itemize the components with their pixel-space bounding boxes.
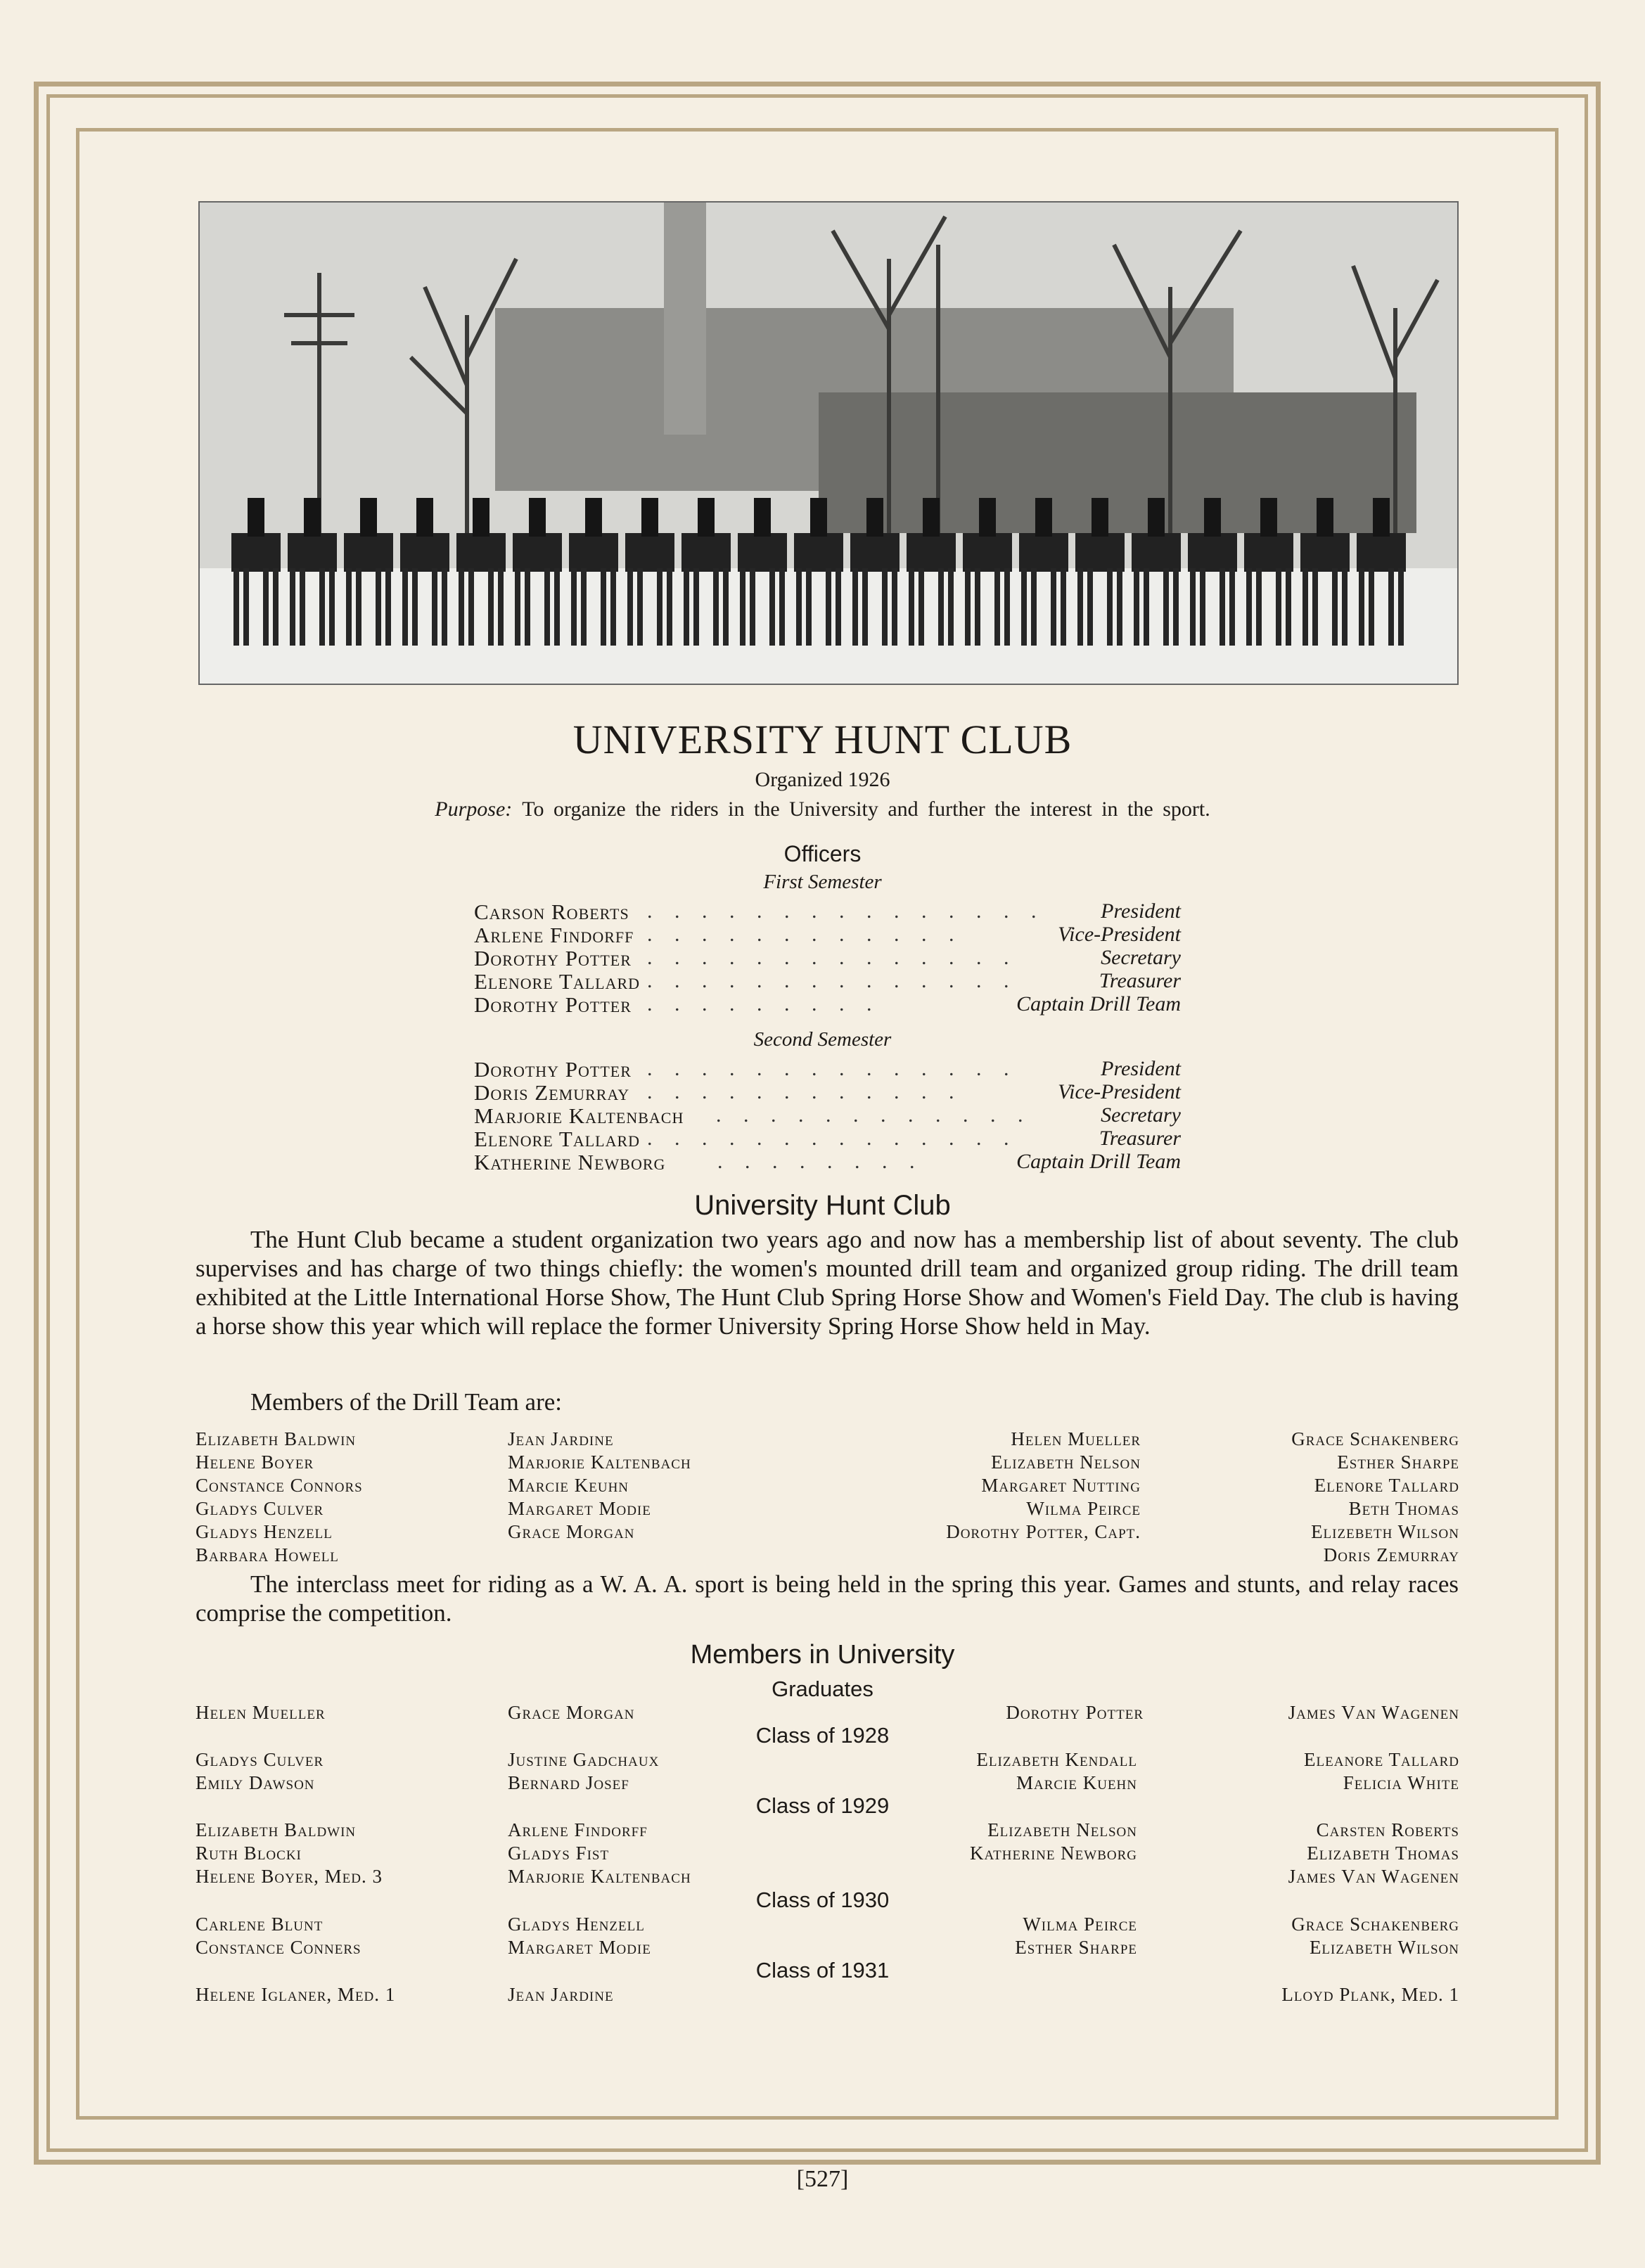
member-name: Esther Sharpe	[1015, 1937, 1137, 1958]
members-col-2	[508, 1913, 651, 1959]
members-col-2	[508, 1819, 691, 1888]
leader-dots: . . . . . . . . . . . . . .	[647, 1057, 1018, 1080]
horse-leg	[1134, 568, 1139, 646]
horse-leg	[975, 568, 980, 646]
rider-silhouette	[1148, 498, 1165, 537]
leader-dots: . . . . . . . . . . . . . .	[647, 946, 1018, 969]
horse-leg	[571, 568, 577, 646]
member-name: Jean Jardine	[508, 1428, 614, 1449]
member-name: Gladys Culver	[196, 1498, 324, 1519]
group-label: Class of 1931	[755, 1958, 890, 1982]
group-photo	[198, 201, 1459, 685]
horse-leg	[376, 568, 381, 646]
member-name: Marjorie Kaltenbach	[508, 1452, 691, 1473]
description-paragraph	[196, 1225, 1459, 1340]
member-name: Lloyd Plank, Med. 1	[1281, 1984, 1459, 2005]
rider-silhouette	[248, 498, 264, 537]
member-name: Helene Boyer	[196, 1452, 314, 1473]
horse-leg	[1061, 568, 1066, 646]
horse-leg	[1312, 568, 1318, 646]
members-col-3	[970, 1819, 1137, 1865]
member-name: Wilma Peirce	[1026, 1498, 1141, 1519]
horse-leg	[442, 568, 447, 646]
horse-leg	[918, 568, 924, 646]
member-name: Grace Morgan	[508, 1521, 635, 1542]
page-number: [527]	[796, 2166, 849, 2192]
horse-leg	[637, 568, 643, 646]
officer-title: President	[1101, 899, 1181, 923]
member-name: James Van Wagenen	[1288, 1866, 1459, 1887]
horse-leg	[601, 568, 606, 646]
members-col-3	[1015, 1913, 1137, 1959]
member-name: Helene Iglaner, Med. 1	[196, 1984, 396, 2005]
rider-silhouette	[473, 498, 489, 537]
horse-leg	[329, 568, 335, 646]
horse-leg	[581, 568, 587, 646]
horse-silhouette	[907, 533, 956, 572]
horse-leg	[740, 568, 745, 646]
drill-team-heading: Members of the Drill Team are:	[250, 1388, 563, 1416]
horse-leg	[862, 568, 868, 646]
horse-leg	[610, 568, 616, 646]
horse-silhouette	[400, 533, 449, 572]
officer-name: Marjorie Kaltenbach	[474, 1103, 684, 1128]
member-name: Elizebeth Wilson	[1311, 1521, 1459, 1542]
member-name: Emily Dawson	[196, 1772, 315, 1793]
horse-leg	[852, 568, 858, 646]
rider-silhouette	[754, 498, 771, 537]
drill-team-col-1	[196, 1428, 363, 1567]
member-name: James Van Wagenen	[1288, 1702, 1459, 1723]
member-name: Esther Sharpe	[1337, 1452, 1459, 1473]
officer-name: Arlene Findorff	[474, 923, 634, 947]
members-col-2	[508, 1701, 635, 1724]
organized-date: Organized 1926	[755, 768, 890, 791]
horse-leg	[1087, 568, 1093, 646]
horse-leg	[544, 568, 550, 646]
horse-leg	[1256, 568, 1262, 646]
member-name: Elizabeth Baldwin	[196, 1819, 357, 1840]
horse-leg	[1302, 568, 1308, 646]
officer-name: Carson Roberts	[474, 899, 629, 924]
horse-silhouette	[738, 533, 787, 572]
horse-silhouette	[231, 533, 281, 572]
horse-leg	[263, 568, 269, 646]
officer-name: Elenore Tallard	[474, 1127, 641, 1151]
leader-dots: . . . . . . . . . . . . . .	[647, 969, 1018, 992]
members-col-4	[1291, 1913, 1459, 1959]
horse-leg	[498, 568, 504, 646]
member-name: Grace Schakenberg	[1291, 1428, 1459, 1449]
horse-leg	[525, 568, 530, 646]
horse-leg	[667, 568, 672, 646]
member-name: Arlene Findorff	[508, 1819, 648, 1840]
horse-leg	[273, 568, 279, 646]
officer-name: Dorothy Potter	[474, 1057, 632, 1082]
member-name: Justine Gadchaux	[508, 1749, 660, 1770]
member-name: Gladys Henzell	[508, 1914, 645, 1935]
officer-name: Katherine Newborg	[474, 1150, 666, 1174]
horse-leg	[713, 568, 719, 646]
drill-team-col-2	[508, 1428, 691, 1544]
member-name: Dorothy Potter, Capt.	[946, 1521, 1141, 1542]
horse-leg	[965, 568, 971, 646]
horse-leg	[1286, 568, 1291, 646]
horse-leg	[554, 568, 560, 646]
member-name: Carsten Roberts	[1316, 1819, 1459, 1840]
rider-silhouette	[304, 498, 321, 537]
member-name: Jean Jardine	[508, 1984, 614, 2005]
member-name: Barbara Howell	[196, 1544, 339, 1565]
group-label: Class of 1929	[755, 1793, 890, 1818]
members-col-4	[1288, 1701, 1459, 1724]
horse-leg	[459, 568, 464, 646]
rider-silhouette	[360, 498, 377, 537]
rider-silhouette	[529, 498, 546, 537]
horse-leg	[1144, 568, 1149, 646]
horse-leg	[346, 568, 352, 646]
horse-silhouette	[1075, 533, 1125, 572]
horse-leg	[1359, 568, 1364, 646]
horse-leg	[723, 568, 729, 646]
rider-silhouette	[1035, 498, 1052, 537]
horse-leg	[693, 568, 699, 646]
horse-leg	[1229, 568, 1235, 646]
member-name: Margaret Modie	[508, 1937, 651, 1958]
officer-title: Vice-President	[1058, 1080, 1181, 1103]
horse-silhouette	[1132, 533, 1181, 572]
officer-title: Treasurer	[1099, 1127, 1181, 1150]
rider-silhouette	[979, 498, 996, 537]
horse-leg	[1332, 568, 1338, 646]
horse-silhouette	[963, 533, 1012, 572]
horse-leg	[1021, 568, 1027, 646]
horse-leg	[892, 568, 897, 646]
horse-leg	[1051, 568, 1056, 646]
members-col-2	[508, 1748, 659, 1795]
horse-leg	[412, 568, 418, 646]
officer-title: Secretary	[1101, 946, 1181, 969]
member-name: Helene Boyer, Med. 3	[196, 1866, 383, 1887]
horse-leg	[290, 568, 295, 646]
member-name: Elizabeth Nelson	[991, 1452, 1141, 1473]
horse-silhouette	[1300, 533, 1350, 572]
horse-leg	[319, 568, 325, 646]
rider-silhouette	[1317, 498, 1333, 537]
horse-leg	[779, 568, 785, 646]
horse-leg	[356, 568, 361, 646]
purpose-line	[0, 797, 1645, 821]
interclass-paragraph	[196, 1570, 1459, 1627]
horse-leg	[1173, 568, 1179, 646]
members-col-3	[976, 1748, 1137, 1795]
horse-leg	[1369, 568, 1374, 646]
horse-leg	[243, 568, 249, 646]
officers-heading: Officers	[783, 841, 862, 866]
member-name: Bernard Josef	[508, 1772, 629, 1793]
members-col-1	[196, 1748, 324, 1795]
horse-leg	[882, 568, 888, 646]
horse-silhouette	[513, 533, 562, 572]
rider-silhouette	[1092, 498, 1108, 537]
member-name: Constance Conners	[196, 1937, 361, 1958]
member-name: Margaret Nutting	[981, 1475, 1141, 1496]
horse-leg	[657, 568, 663, 646]
horse-silhouette	[1357, 533, 1406, 572]
purpose-label: Purpose:	[435, 797, 513, 821]
horse-silhouette	[850, 533, 900, 572]
horse-leg	[684, 568, 689, 646]
officer-title: Treasurer	[1099, 969, 1181, 992]
horse-leg	[948, 568, 954, 646]
rider-silhouette	[1373, 498, 1390, 537]
member-name: Eleanore Tallard	[1304, 1749, 1459, 1770]
leader-dots: . . . . . . . .	[717, 1150, 923, 1173]
horse-leg	[826, 568, 831, 646]
member-name: Elizabeth Wilson	[1309, 1937, 1459, 1958]
member-name: Katherine Newborg	[970, 1843, 1137, 1864]
rider-silhouette	[1204, 498, 1221, 537]
horse-silhouette	[456, 533, 506, 572]
member-name: Gladys Fist	[508, 1843, 610, 1864]
member-name: Elizabeth Nelson	[987, 1819, 1137, 1840]
second-semester-label: Second Semester	[753, 1028, 892, 1051]
members-col-4	[1304, 1748, 1459, 1795]
paragraph-text: The interclass meet for riding as a W. A. A. sport is being held in the spring this year. Games and stunts, and relay races comprise the competition.	[196, 1570, 1459, 1627]
horse-leg	[432, 568, 437, 646]
member-name: Elizabeth Kendall	[976, 1749, 1137, 1770]
horse-silhouette	[1188, 533, 1237, 572]
horse-leg	[938, 568, 944, 646]
horse-silhouette	[344, 533, 393, 572]
horse-leg	[1246, 568, 1252, 646]
leader-dots: . . . . . . . . . . . . . . .	[647, 899, 1045, 923]
horse-leg	[994, 568, 1000, 646]
rider-silhouette	[698, 498, 715, 537]
rider-silhouette	[641, 498, 658, 537]
horse-silhouette	[794, 533, 843, 572]
horse-leg	[1004, 568, 1010, 646]
horse-leg	[1398, 568, 1404, 646]
horse-leg	[1031, 568, 1037, 646]
horse-silhouette	[569, 533, 618, 572]
member-name: Constance Connors	[196, 1475, 363, 1496]
horse-silhouette	[625, 533, 674, 572]
horse-leg	[769, 568, 775, 646]
member-name: Elenore Tallard	[1314, 1475, 1459, 1496]
rider-silhouette	[1260, 498, 1277, 537]
horse-leg	[488, 568, 494, 646]
horse-leg	[1276, 568, 1281, 646]
member-name: Beth Thomas	[1348, 1498, 1459, 1519]
leader-dots: . . . . . . . . . . . . . .	[647, 1127, 1018, 1150]
officer-name: Elenore Tallard	[474, 969, 641, 994]
officer-title: Secretary	[1101, 1103, 1181, 1127]
leader-dots: . . . . . . . . . . . .	[647, 923, 963, 946]
member-name: Dorothy Potter	[1006, 1702, 1144, 1723]
member-name: Elizabeth Thomas	[1307, 1843, 1459, 1864]
members-col-1	[196, 1913, 361, 1959]
officer-title: Vice-President	[1058, 923, 1181, 946]
members-col-1	[196, 1819, 383, 1888]
horse-silhouette	[681, 533, 731, 572]
group-label: Graduates	[772, 1677, 873, 1701]
member-name: Ruth Blocki	[196, 1843, 302, 1864]
member-name: Elizabeth Baldwin	[196, 1428, 357, 1449]
horse-leg	[233, 568, 239, 646]
page-title: UNIVERSITY HUNT CLUB	[572, 717, 1073, 762]
purpose-text: To organize the riders in the University and further the interest in the sport.	[522, 797, 1210, 821]
members-col-4	[1288, 1819, 1459, 1888]
leader-dots: . . . . . . . . . . . .	[647, 1080, 963, 1103]
officer-title: Captain Drill Team	[1016, 1150, 1181, 1173]
officer-name: Dorothy Potter	[474, 946, 632, 970]
member-name: Wilma Peirce	[1023, 1914, 1137, 1935]
rider-silhouette	[416, 498, 433, 537]
horse-leg	[515, 568, 520, 646]
member-name: Helen Mueller	[1011, 1428, 1141, 1449]
horse-leg	[1107, 568, 1113, 646]
officer-title: Captain Drill Team	[1016, 992, 1181, 1016]
horse-leg	[468, 568, 474, 646]
officer-name: Doris Zemurray	[474, 1080, 630, 1105]
horse-silhouette	[1244, 533, 1293, 572]
members-col-1	[196, 1701, 326, 1724]
member-name: Helen Mueller	[196, 1702, 326, 1723]
horse-leg	[402, 568, 408, 646]
horse-leg	[627, 568, 633, 646]
member-name: Carlene Blunt	[196, 1914, 324, 1935]
members-col-2	[508, 1983, 614, 2006]
horse-leg	[1163, 568, 1169, 646]
members-col-1	[196, 1983, 395, 2006]
drill-team-col-3	[946, 1428, 1141, 1544]
horse-leg	[836, 568, 841, 646]
paragraph-text: The Hunt Club became a student organization two years ago and now has a membership list of about seventy. The club supervises and has charge of two things chiefly: the women's mounted drill team and organized group riding. The drill team exhibited at the Little International Horse Show, The Hunt Club Spring Horse Show and Women's Field Day. The club is having a horse show this year which will replace the former University Spring Horse Show held in May.	[196, 1226, 1459, 1340]
rider-silhouette	[923, 498, 940, 537]
horse-leg	[1117, 568, 1122, 646]
section-title: University Hunt Club	[694, 1190, 951, 1221]
rider-silhouette	[810, 498, 827, 537]
member-name: Marcie Keuhn	[508, 1475, 629, 1496]
drill-team-col-4	[1291, 1428, 1459, 1567]
horse-leg	[1342, 568, 1348, 646]
group-label: Class of 1930	[755, 1888, 890, 1912]
member-name: Felicia White	[1343, 1772, 1459, 1793]
member-name: Marcie Kuehn	[1016, 1772, 1137, 1793]
horse-leg	[1220, 568, 1225, 646]
horse-silhouette	[1019, 533, 1068, 572]
members-heading: Members in University	[690, 1640, 955, 1670]
horse-leg	[806, 568, 812, 646]
member-name: Margaret Modie	[508, 1498, 651, 1519]
horse-leg	[1200, 568, 1205, 646]
horse-leg	[385, 568, 391, 646]
horse-leg	[796, 568, 802, 646]
group-label: Class of 1928	[755, 1723, 890, 1748]
member-name: Doris Zemurray	[1323, 1544, 1459, 1565]
horse-leg	[1388, 568, 1394, 646]
member-name: Marjorie Kaltenbach	[508, 1866, 691, 1887]
horse-leg	[300, 568, 305, 646]
first-semester-label: First Semester	[763, 871, 882, 893]
photo-illustration	[200, 203, 1457, 684]
member-name: Grace Schakenberg	[1291, 1914, 1459, 1935]
officer-name: Dorothy Potter	[474, 992, 632, 1017]
member-name: Grace Morgan	[508, 1702, 635, 1723]
members-col-4	[1281, 1983, 1459, 2006]
horse-leg	[909, 568, 914, 646]
horse-silhouette	[288, 533, 337, 572]
leader-dots: . . . . . . . . .	[647, 992, 881, 1016]
horse-leg	[1077, 568, 1083, 646]
member-name: Gladys Henzell	[196, 1521, 333, 1542]
horse-leg	[1190, 568, 1196, 646]
officer-title: President	[1101, 1057, 1181, 1080]
horse-leg	[750, 568, 755, 646]
rider-silhouette	[585, 498, 602, 537]
member-name: Gladys Culver	[196, 1749, 324, 1770]
rider-silhouette	[866, 498, 883, 537]
members-col-3	[1006, 1701, 1144, 1724]
leader-dots: . . . . . . . . . . . .	[716, 1103, 1032, 1127]
